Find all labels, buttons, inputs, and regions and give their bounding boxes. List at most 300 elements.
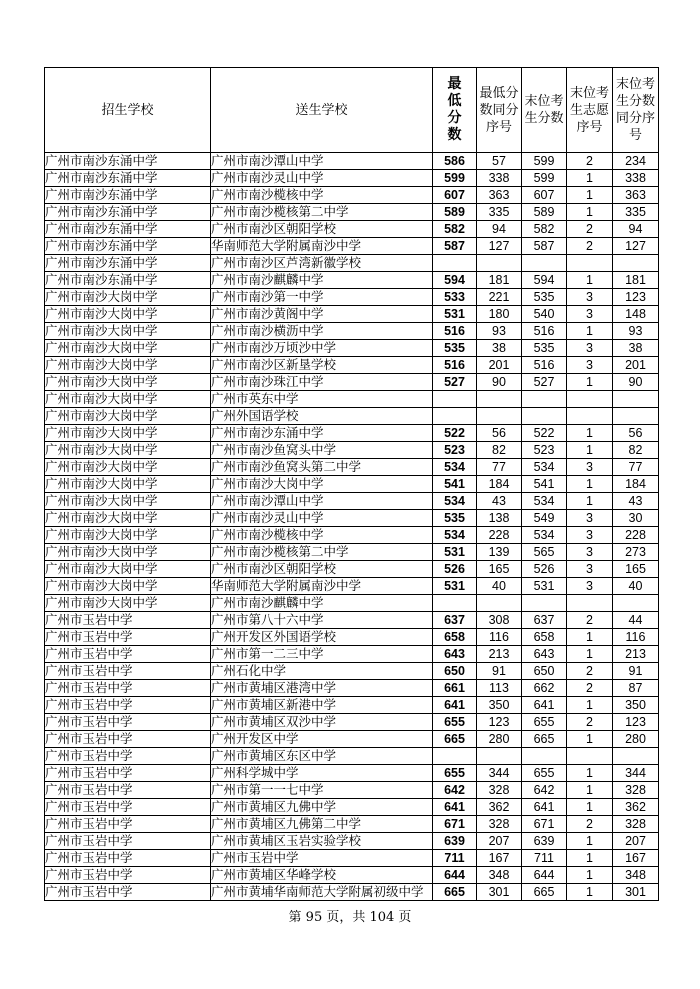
min-score-cell [433,391,477,408]
last-score-rank-cell: 280 [613,731,659,748]
header-last-volunteer-rank: 末位考生志愿序号 [567,68,613,153]
table-row [45,884,659,901]
last-volunteer-rank-cell: 2 [567,153,613,170]
last-volunteer-rank-cell: 1 [567,493,613,510]
recruit-school-cell: 广州市南沙大岗中学 [45,289,211,306]
last-score-rank-cell: 91 [613,663,659,680]
header-min-score-rank: 最低分数同分序号 [477,68,522,153]
min-score-rank-cell: 57 [477,153,522,170]
send-school-cell: 广州外国语学校 [211,408,433,425]
table-row [45,374,659,391]
min-score-rank-cell: 350 [477,697,522,714]
last-score-rank-cell: 116 [613,629,659,646]
recruit-school-cell: 广州市南沙大岗中学 [45,391,211,408]
min-score-cell: 531 [433,578,477,595]
min-score-rank-cell: 328 [477,816,522,833]
table-row [45,476,659,493]
last-score-rank-cell: 234 [613,153,659,170]
min-score-cell: 582 [433,221,477,238]
table-row [45,561,659,578]
last-score-rank-cell: 167 [613,850,659,867]
send-school-cell: 广州市黄埔区华峰学校 [211,867,433,884]
min-score-rank-cell: 93 [477,323,522,340]
min-score-rank-cell: 123 [477,714,522,731]
send-school-cell: 广州市南沙区芦湾新徽学校 [211,255,433,272]
send-school-cell: 广州市第一二三中学 [211,646,433,663]
last-score-rank-cell [613,408,659,425]
recruit-school-cell: 广州市南沙东涌中学 [45,153,211,170]
min-score-rank-cell: 335 [477,204,522,221]
last-volunteer-rank-cell: 3 [567,340,613,357]
min-score-cell: 527 [433,374,477,391]
min-score-cell: 541 [433,476,477,493]
send-school-cell: 广州市第一一七中学 [211,782,433,799]
min-score-cell: 587 [433,238,477,255]
send-school-cell: 广州市南沙灵山中学 [211,510,433,527]
last-score-rank-cell: 362 [613,799,659,816]
send-school-cell: 广州市南沙潭山中学 [211,493,433,510]
last-score-rank-cell [613,255,659,272]
last-score-cell: 637 [522,612,567,629]
send-school-cell: 广州市南沙万顷沙中学 [211,340,433,357]
min-score-rank-cell: 348 [477,867,522,884]
min-score-cell: 641 [433,799,477,816]
last-volunteer-rank-cell: 1 [567,731,613,748]
table-body [45,153,659,901]
last-score-rank-cell: 165 [613,561,659,578]
min-score-rank-cell: 40 [477,578,522,595]
last-volunteer-rank-cell [567,408,613,425]
last-score-cell: 534 [522,527,567,544]
min-score-cell: 655 [433,714,477,731]
min-score-rank-cell [477,255,522,272]
table-row [45,323,659,340]
last-score-cell: 643 [522,646,567,663]
last-volunteer-rank-cell: 3 [567,459,613,476]
min-score-cell: 594 [433,272,477,289]
min-score-rank-cell: 181 [477,272,522,289]
table-row [45,357,659,374]
recruit-school-cell: 广州市南沙大岗中学 [45,476,211,493]
min-score-rank-cell: 138 [477,510,522,527]
send-school-cell: 广州市南沙榄核第二中学 [211,544,433,561]
last-score-cell: 589 [522,204,567,221]
send-school-cell: 广州市南沙灵山中学 [211,170,433,187]
min-score-rank-cell: 165 [477,561,522,578]
last-volunteer-rank-cell: 2 [567,221,613,238]
last-score-cell: 642 [522,782,567,799]
table-row [45,408,659,425]
last-score-rank-cell: 148 [613,306,659,323]
last-score-rank-cell: 213 [613,646,659,663]
send-school-cell: 广州市南沙区朝阳学校 [211,561,433,578]
table-row [45,204,659,221]
last-volunteer-rank-cell: 1 [567,425,613,442]
last-volunteer-rank-cell: 3 [567,357,613,374]
send-school-cell: 广州市黄埔区玉岩实验学校 [211,833,433,850]
recruit-school-cell: 广州市南沙大岗中学 [45,442,211,459]
min-score-cell [433,748,477,765]
send-school-cell: 广州市南沙大岗中学 [211,476,433,493]
table-row [45,816,659,833]
last-score-cell: 534 [522,493,567,510]
min-score-rank-cell: 82 [477,442,522,459]
last-score-cell: 534 [522,459,567,476]
last-score-cell: 662 [522,680,567,697]
table-row [45,510,659,527]
last-score-cell: 599 [522,170,567,187]
send-school-cell: 广州市黄埔区新港中学 [211,697,433,714]
last-volunteer-rank-cell [567,391,613,408]
table-row [45,153,659,170]
table-row [45,629,659,646]
table-row [45,867,659,884]
min-score-cell: 711 [433,850,477,867]
last-score-rank-cell: 348 [613,867,659,884]
send-school-cell: 广州市南沙黄阁中学 [211,306,433,323]
last-score-cell: 531 [522,578,567,595]
recruit-school-cell: 广州市南沙大岗中学 [45,510,211,527]
last-score-rank-cell: 123 [613,289,659,306]
last-score-rank-cell: 350 [613,697,659,714]
recruit-school-cell: 广州市南沙大岗中学 [45,578,211,595]
last-score-rank-cell: 90 [613,374,659,391]
table-row [45,697,659,714]
min-score-rank-cell: 139 [477,544,522,561]
table-row [45,731,659,748]
last-score-rank-cell: 127 [613,238,659,255]
min-score-cell: 522 [433,425,477,442]
table-row [45,221,659,238]
min-score-rank-cell: 90 [477,374,522,391]
recruit-school-cell: 广州市玉岩中学 [45,629,211,646]
min-score-cell: 599 [433,170,477,187]
last-score-cell [522,748,567,765]
send-school-cell: 广州市南沙横沥中学 [211,323,433,340]
table-row [45,612,659,629]
min-score-rank-cell: 328 [477,782,522,799]
last-score-rank-cell: 273 [613,544,659,561]
last-score-rank-cell: 93 [613,323,659,340]
page-footer: 第 95 页，共 104 页 [288,910,412,925]
last-volunteer-rank-cell [567,595,613,612]
min-score-cell: 637 [433,612,477,629]
header-min-score: 最低分数 [433,68,477,153]
last-score-cell: 535 [522,340,567,357]
min-score-cell: 523 [433,442,477,459]
recruit-school-cell: 广州市玉岩中学 [45,697,211,714]
last-score-cell: 582 [522,221,567,238]
table-row [45,646,659,663]
recruit-school-cell: 广州市南沙东涌中学 [45,255,211,272]
last-volunteer-rank-cell: 1 [567,442,613,459]
last-volunteer-rank-cell: 3 [567,306,613,323]
recruit-school-cell: 广州市南沙大岗中学 [45,425,211,442]
send-school-cell: 华南师范大学附属南沙中学 [211,578,433,595]
min-score-cell: 516 [433,323,477,340]
send-school-cell: 华南师范大学附属南沙中学 [211,238,433,255]
table-row [45,544,659,561]
last-score-cell: 587 [522,238,567,255]
last-volunteer-rank-cell: 1 [567,629,613,646]
min-score-rank-cell: 207 [477,833,522,850]
table-row [45,527,659,544]
min-score-cell: 534 [433,459,477,476]
recruit-school-cell: 广州市南沙东涌中学 [45,187,211,204]
last-volunteer-rank-cell: 1 [567,765,613,782]
min-score-rank-cell: 184 [477,476,522,493]
min-score-cell: 643 [433,646,477,663]
min-score-rank-cell: 213 [477,646,522,663]
min-score-rank-cell: 167 [477,850,522,867]
last-score-rank-cell: 30 [613,510,659,527]
last-volunteer-rank-cell: 2 [567,663,613,680]
last-score-cell: 641 [522,697,567,714]
last-score-cell [522,255,567,272]
table-row [45,714,659,731]
table-row [45,272,659,289]
recruit-school-cell: 广州市玉岩中学 [45,799,211,816]
min-score-cell: 531 [433,306,477,323]
min-score-rank-cell: 113 [477,680,522,697]
send-school-cell: 广州市南沙榄核中学 [211,527,433,544]
header-row [45,68,659,153]
table-row [45,289,659,306]
last-score-cell: 665 [522,884,567,901]
last-volunteer-rank-cell: 3 [567,561,613,578]
recruit-school-cell: 广州市南沙大岗中学 [45,408,211,425]
table-row [45,306,659,323]
last-score-cell: 523 [522,442,567,459]
table-row [45,493,659,510]
recruit-school-cell: 广州市玉岩中学 [45,833,211,850]
send-school-cell: 广州市南沙鱼窝头中学 [211,442,433,459]
recruit-school-cell: 广州市玉岩中学 [45,816,211,833]
send-school-cell: 广州市南沙麒麟中学 [211,272,433,289]
last-volunteer-rank-cell: 3 [567,510,613,527]
last-volunteer-rank-cell: 3 [567,578,613,595]
min-score-cell: 589 [433,204,477,221]
admission-table [44,67,659,901]
last-volunteer-rank-cell: 2 [567,612,613,629]
min-score-rank-cell [477,748,522,765]
send-school-cell: 广州市南沙第一中学 [211,289,433,306]
last-volunteer-rank-cell: 1 [567,833,613,850]
send-school-cell: 广州市玉岩中学 [211,850,433,867]
last-volunteer-rank-cell: 1 [567,187,613,204]
min-score-rank-cell: 301 [477,884,522,901]
last-score-cell: 527 [522,374,567,391]
send-school-cell: 广州市南沙区新垦学校 [211,357,433,374]
header-last-score: 末位考生分数 [522,68,567,153]
last-score-cell [522,408,567,425]
min-score-rank-cell: 201 [477,357,522,374]
header-send-school: 送生学校 [211,68,433,153]
table-row [45,765,659,782]
min-score-cell: 658 [433,629,477,646]
recruit-school-cell: 广州市南沙大岗中学 [45,323,211,340]
last-volunteer-rank-cell [567,748,613,765]
last-volunteer-rank-cell: 2 [567,714,613,731]
min-score-cell: 586 [433,153,477,170]
table-row [45,459,659,476]
send-school-cell: 广州市第八十六中学 [211,612,433,629]
last-score-cell [522,595,567,612]
table-row [45,340,659,357]
min-score-rank-cell: 344 [477,765,522,782]
last-score-cell: 607 [522,187,567,204]
min-score-cell: 531 [433,544,477,561]
last-volunteer-rank-cell: 2 [567,680,613,697]
min-score-rank-cell: 43 [477,493,522,510]
last-score-rank-cell: 87 [613,680,659,697]
send-school-cell: 广州市南沙榄核第二中学 [211,204,433,221]
recruit-school-cell: 广州市南沙大岗中学 [45,544,211,561]
recruit-school-cell: 广州市南沙东涌中学 [45,221,211,238]
table-row [45,170,659,187]
last-score-rank-cell: 184 [613,476,659,493]
send-school-cell: 广州市南沙潭山中学 [211,153,433,170]
last-score-rank-cell: 335 [613,204,659,221]
table-row [45,425,659,442]
recruit-school-cell: 广州市南沙大岗中学 [45,561,211,578]
recruit-school-cell: 广州市玉岩中学 [45,646,211,663]
last-score-cell: 655 [522,714,567,731]
min-score-cell [433,255,477,272]
min-score-cell: 671 [433,816,477,833]
recruit-school-cell: 广州市南沙大岗中学 [45,527,211,544]
recruit-school-cell: 广州市玉岩中学 [45,748,211,765]
recruit-school-cell: 广州市南沙大岗中学 [45,595,211,612]
last-score-cell: 641 [522,799,567,816]
last-score-cell: 565 [522,544,567,561]
min-score-cell: 665 [433,731,477,748]
min-score-cell: 526 [433,561,477,578]
send-school-cell: 广州市南沙榄核中学 [211,187,433,204]
table-row [45,833,659,850]
recruit-school-cell: 广州市南沙大岗中学 [45,459,211,476]
min-score-rank-cell [477,391,522,408]
table-row [45,255,659,272]
last-volunteer-rank-cell: 2 [567,816,613,833]
recruit-school-cell: 广州市玉岩中学 [45,680,211,697]
last-score-rank-cell: 43 [613,493,659,510]
last-score-cell: 671 [522,816,567,833]
min-score-cell: 642 [433,782,477,799]
table-row [45,850,659,867]
table-row [45,238,659,255]
last-score-rank-cell: 228 [613,527,659,544]
last-score-rank-cell: 77 [613,459,659,476]
last-score-cell: 639 [522,833,567,850]
min-score-rank-cell: 308 [477,612,522,629]
last-score-rank-cell: 363 [613,187,659,204]
min-score-cell: 534 [433,493,477,510]
last-volunteer-rank-cell: 1 [567,323,613,340]
recruit-school-cell: 广州市玉岩中学 [45,765,211,782]
header-recruit-school: 招生学校 [45,68,211,153]
min-score-rank-cell: 338 [477,170,522,187]
min-score-cell: 665 [433,884,477,901]
recruit-school-cell: 广州市南沙大岗中学 [45,340,211,357]
last-volunteer-rank-cell [567,255,613,272]
last-score-cell: 665 [522,731,567,748]
min-score-cell: 607 [433,187,477,204]
last-volunteer-rank-cell: 1 [567,850,613,867]
last-score-rank-cell: 328 [613,816,659,833]
last-score-cell: 594 [522,272,567,289]
last-score-cell: 655 [522,765,567,782]
last-volunteer-rank-cell: 1 [567,799,613,816]
min-score-cell: 639 [433,833,477,850]
min-score-rank-cell: 221 [477,289,522,306]
last-score-rank-cell: 344 [613,765,659,782]
last-score-rank-cell: 338 [613,170,659,187]
send-school-cell: 广州市黄埔华南师范大学附属初级中学 [211,884,433,901]
last-score-rank-cell [613,748,659,765]
last-score-cell: 540 [522,306,567,323]
min-score-rank-cell: 94 [477,221,522,238]
last-score-cell: 516 [522,323,567,340]
send-school-cell: 广州市黄埔区九佛第二中学 [211,816,433,833]
recruit-school-cell: 广州市玉岩中学 [45,663,211,680]
send-school-cell: 广州市黄埔区双沙中学 [211,714,433,731]
last-score-cell: 650 [522,663,567,680]
send-school-cell: 广州开发区外国语学校 [211,629,433,646]
recruit-school-cell: 广州市南沙大岗中学 [45,493,211,510]
recruit-school-cell: 广州市玉岩中学 [45,612,211,629]
min-score-rank-cell [477,408,522,425]
send-school-cell: 广州市南沙麒麟中学 [211,595,433,612]
last-score-rank-cell: 94 [613,221,659,238]
last-score-cell: 644 [522,867,567,884]
table-row [45,680,659,697]
min-score-rank-cell: 180 [477,306,522,323]
min-score-rank-cell: 280 [477,731,522,748]
last-score-cell: 516 [522,357,567,374]
send-school-cell: 广州市黄埔区港湾中学 [211,680,433,697]
min-score-cell [433,595,477,612]
recruit-school-cell: 广州市南沙大岗中学 [45,374,211,391]
recruit-school-cell: 广州市玉岩中学 [45,867,211,884]
last-volunteer-rank-cell: 1 [567,374,613,391]
send-school-cell: 广州市英东中学 [211,391,433,408]
last-score-rank-cell: 301 [613,884,659,901]
last-score-rank-cell [613,595,659,612]
min-score-rank-cell: 362 [477,799,522,816]
last-score-rank-cell: 40 [613,578,659,595]
last-volunteer-rank-cell: 1 [567,646,613,663]
recruit-school-cell: 广州市玉岩中学 [45,850,211,867]
min-score-rank-cell: 91 [477,663,522,680]
min-score-cell: 650 [433,663,477,680]
last-score-rank-cell: 38 [613,340,659,357]
table-row [45,782,659,799]
min-score-rank-cell: 38 [477,340,522,357]
last-score-cell [522,391,567,408]
min-score-rank-cell: 363 [477,187,522,204]
min-score-rank-cell: 116 [477,629,522,646]
table-row [45,748,659,765]
last-score-cell: 549 [522,510,567,527]
min-score-rank-cell: 77 [477,459,522,476]
send-school-cell: 广州市南沙区朝阳学校 [211,221,433,238]
last-score-rank-cell: 207 [613,833,659,850]
recruit-school-cell: 广州市南沙东涌中学 [45,204,211,221]
last-volunteer-rank-cell: 1 [567,170,613,187]
send-school-cell: 广州市黄埔区东区中学 [211,748,433,765]
last-score-cell: 535 [522,289,567,306]
